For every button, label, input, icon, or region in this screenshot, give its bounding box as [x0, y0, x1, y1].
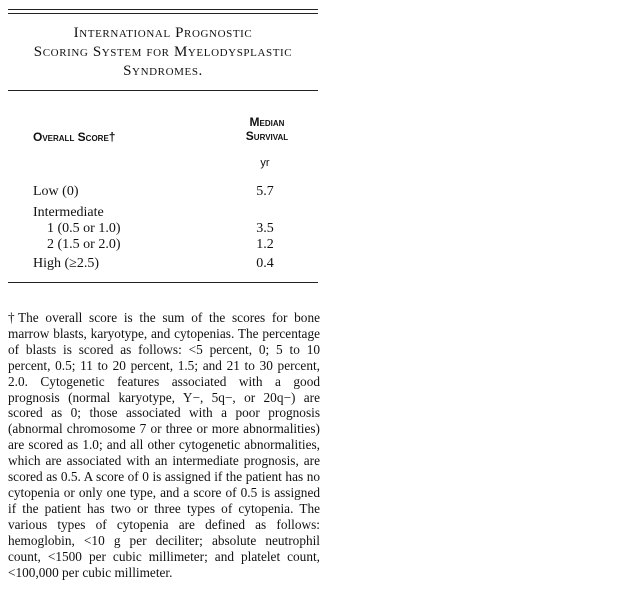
top-rule-second	[8, 13, 318, 14]
title-line-2: Scoring System for Myelodysplastic	[33, 44, 293, 60]
survival-unit: yr	[260, 157, 270, 169]
bottom-rule	[8, 282, 318, 283]
median-survival-header-line-1: Median	[249, 115, 285, 129]
median-survival-header-line-2: Survival	[245, 129, 289, 143]
table-footnote: †The overall score is the sum of the scores for bone marrow blasts, karyotype, and cytopenias. The percentage of blasts is scored as follows: <5 percent, 0; 5 to 10 percent, 0.5; 11 to 20 percent, 1.5; and 21 to 30 percent, 2.0. Cytogenetic features associated with a good prognosis (normal karyotype, Y−, 5q−, or 20q−) are scored as 0; those associated with a poor prognosis (abnormal chromosome 7 or three or more abnormalities) are scored as 1.0; and all other cytogenetic abnormalities, which are associated with an intermediate prognosis, are scored as 0.5. A score of 0 is assigned if the patient has no cytopenia or only one type, and a score of 0.5 is assigned if the patient has two or three types of cytopenia. The various types of cytopenia are defined as follows: hemoglobin, <10 g per deciliter; absolute neutrophil count, <1500 per cubic millimeter; and platelet count, <100,000 per cubic millimeter.	[8, 310, 320, 580]
title-line-1: International Prognostic	[73, 25, 253, 41]
title-rule	[8, 90, 318, 91]
row-label: Low (0)	[33, 184, 79, 199]
row-label: 2 (1.5 or 2.0)	[47, 237, 121, 252]
row-value: 1.2	[256, 237, 274, 252]
median-survival-header	[236, 115, 298, 143]
overall-score-header: Overall Score†	[33, 130, 116, 144]
title-line-3: Syndromes.	[123, 63, 203, 79]
row-label: 1 (0.5 or 1.0)	[47, 221, 121, 236]
row-value: 3.5	[256, 221, 274, 236]
top-rule	[8, 9, 318, 10]
table-title	[8, 24, 318, 81]
row-label: Intermediate	[33, 205, 104, 220]
row-value: 0.4	[256, 256, 274, 271]
row-label: High (≥2.5)	[33, 256, 100, 271]
row-value: 5.7	[256, 184, 274, 199]
